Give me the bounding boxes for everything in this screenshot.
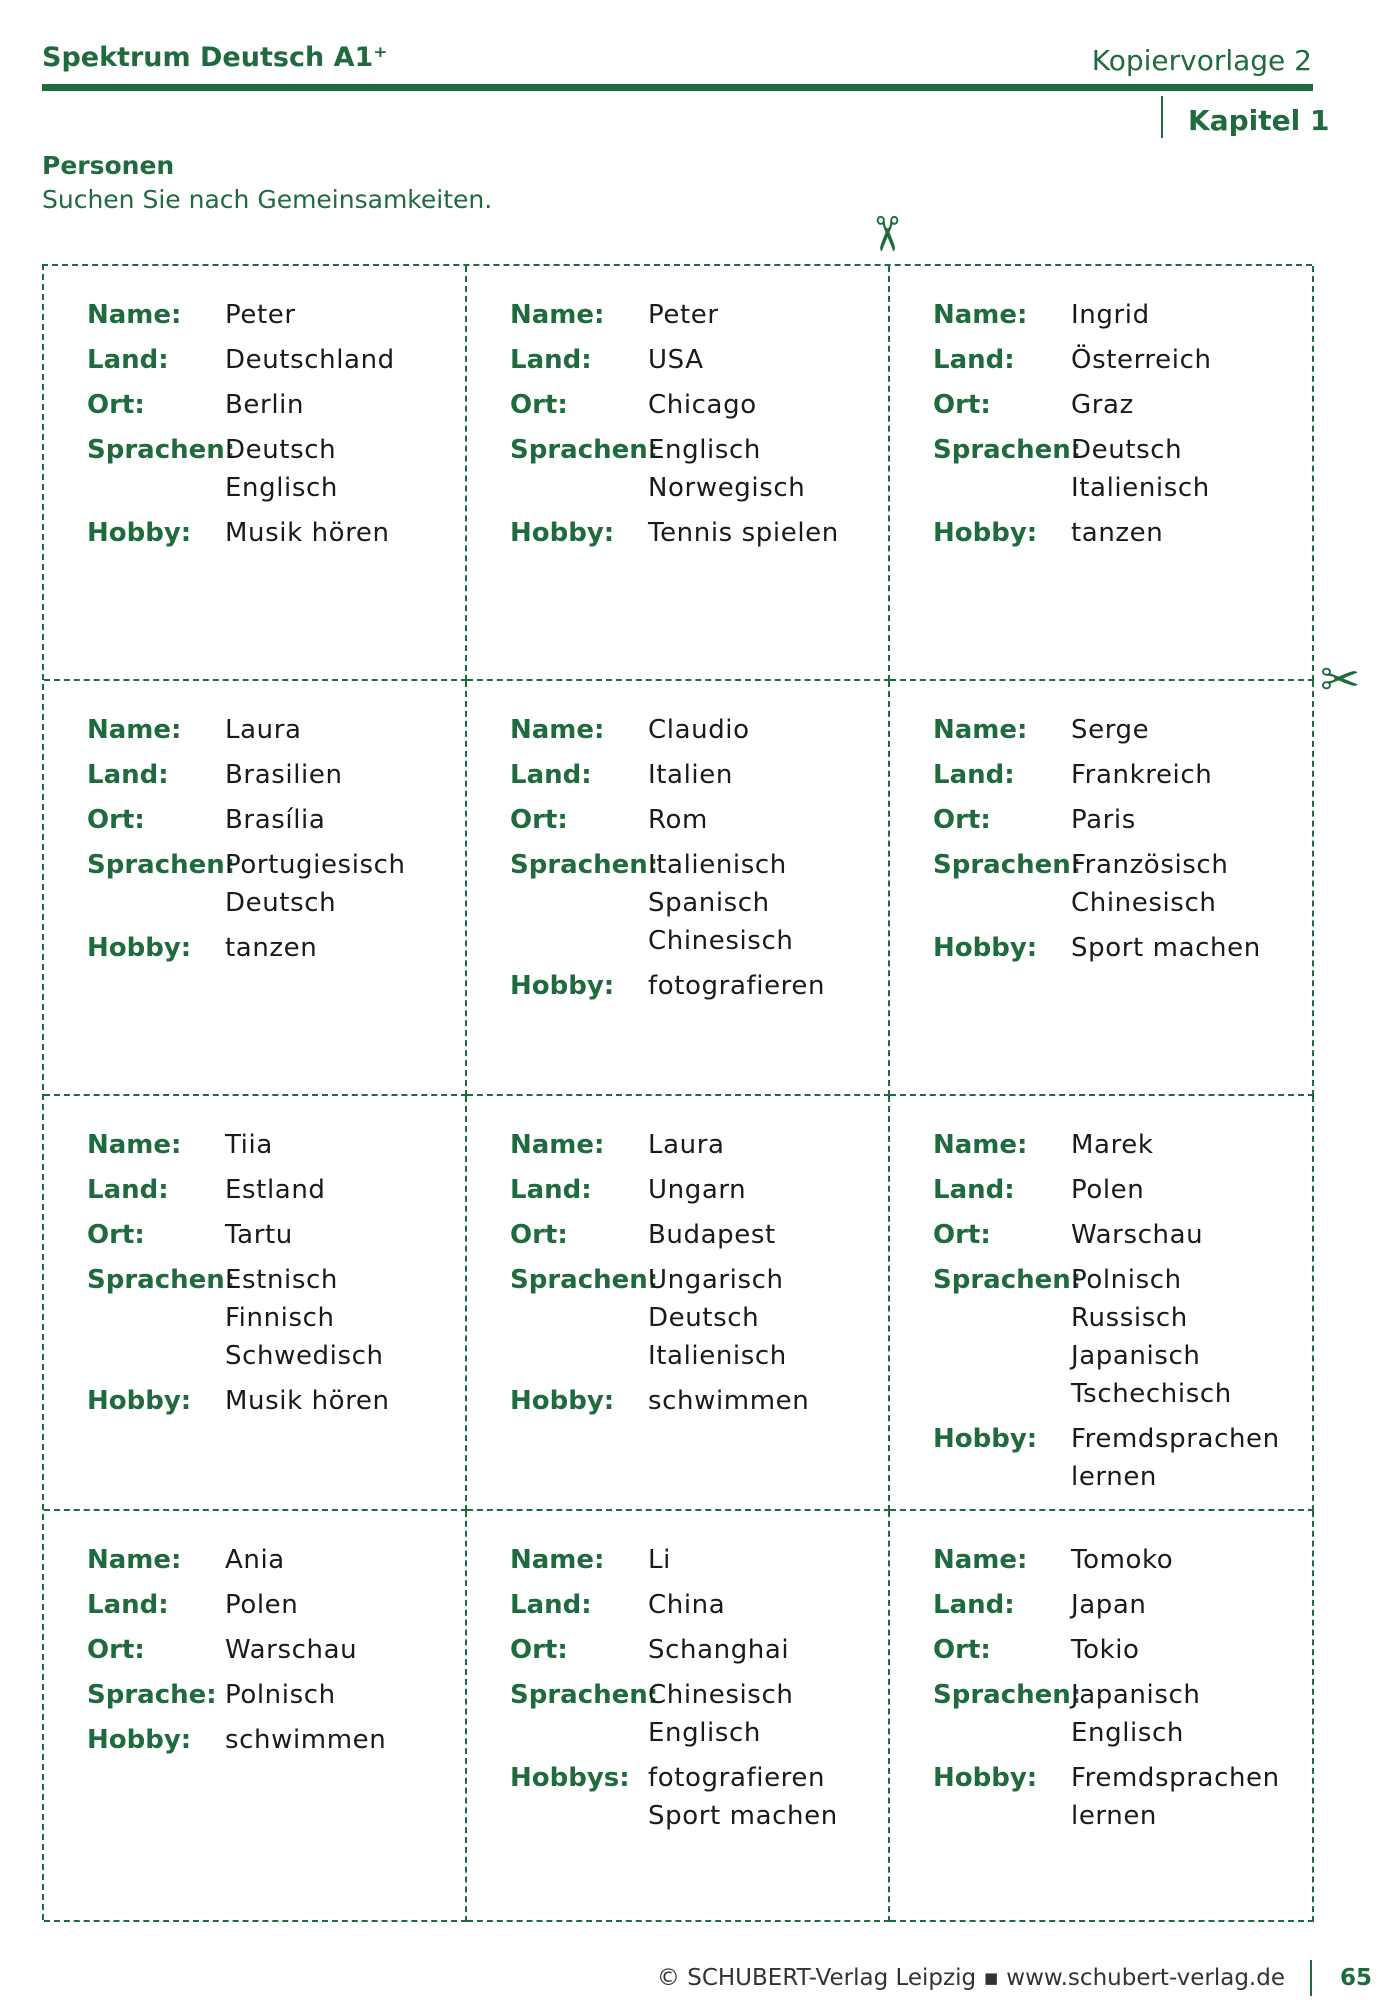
field-value-line: Deutschland [225,345,395,375]
field-value-line: lernen [1071,1462,1158,1492]
field-value-line: Laura [648,1130,725,1160]
field-label: Ort: [510,805,568,835]
field-value-line: Estnisch [225,1265,338,1295]
field-value [1071,296,1150,334]
field-value-line: Norwegisch [648,473,806,503]
person-card [890,1096,1314,1511]
field-label: Name: [510,715,605,745]
field-label: Hobby: [510,971,615,1001]
field-label: Sprachen: [87,850,236,880]
person-card [467,681,890,1096]
field-value [648,1126,725,1164]
field-value-line: Tennis spielen [648,518,839,548]
field-label: Land: [933,345,1015,375]
field-value [1071,1541,1173,1579]
field-label: Hobby: [87,1725,192,1755]
field-label: Name: [933,1545,1028,1575]
field-label: Name: [510,1545,605,1575]
card-field-row [87,711,465,749]
field-value [648,1382,809,1420]
field-label: Ort: [87,1635,145,1665]
card-field-row [933,929,1312,967]
field-value-line: fotografieren [648,1763,826,1793]
field-value [225,1676,336,1714]
field-label: Sprachen: [933,435,1082,465]
field-label: Name: [510,1130,605,1160]
field-value-line: Japan [1071,1590,1147,1620]
field-label: Hobby: [933,518,1038,548]
field-value-line: Ungarisch [648,1265,784,1295]
card-field-row [510,1382,888,1420]
card-field-row [510,1541,888,1579]
field-label: Sprachen: [87,435,236,465]
card-field-row [87,341,465,379]
task-title: Personen [42,151,175,180]
card-field-row [87,1586,465,1624]
field-value-line: Brasilien [225,760,343,790]
field-value-line: Musik hören [225,1386,390,1416]
field-label: Land: [510,1175,592,1205]
field-value [1071,1420,1280,1496]
field-value-line: Japanisch [1071,1341,1201,1371]
field-label: Name: [87,1545,182,1575]
field-value [225,1541,285,1579]
chapter-label: Kapitel 1 [1188,104,1330,137]
field-value [1071,1261,1232,1413]
field-value [225,756,343,794]
field-value [648,341,704,379]
field-value-line: schwimmen [648,1386,810,1416]
card-field-row [510,967,888,1005]
field-value [1071,801,1136,839]
field-label: Sprachen: [933,1680,1082,1710]
field-value-line: Englisch [1071,1718,1184,1748]
field-value-line: Deutsch [648,1303,760,1333]
card-field-row [87,296,465,334]
field-value-line: Li [648,1545,671,1575]
field-value [1071,1759,1280,1835]
field-label: Hobby: [87,518,192,548]
card-field-row [933,846,1312,922]
card-field-row [87,1216,465,1254]
field-value [648,1631,789,1669]
person-card [890,266,1314,681]
scissors-icon: ✂ [858,213,915,255]
field-label: Sprachen: [510,1680,659,1710]
card-field-row [933,756,1312,794]
field-value [225,1261,384,1375]
field-value-line: tanzen [225,933,318,963]
field-value [225,386,304,424]
field-value [648,514,839,552]
card-field-row [933,341,1312,379]
field-value [1071,386,1134,424]
field-label: Ort: [510,1220,568,1250]
field-value-line: Deutsch [225,435,337,465]
field-value [1071,1631,1140,1669]
field-value [225,1586,298,1624]
field-value [225,1631,357,1669]
field-value-line: Chinesisch [1071,888,1217,918]
card-field-row [933,296,1312,334]
page-number: 65 [1340,1965,1373,1991]
field-value-line: Deutsch [225,888,337,918]
field-value-line: Russisch [1071,1303,1188,1333]
worksheet-label: Kopiervorlage 2 [1091,44,1312,77]
field-value-line: Englisch [648,1718,761,1748]
card-field-row [933,1631,1312,1669]
field-label: Ort: [87,390,145,420]
field-value-line: tanzen [1071,518,1164,548]
field-label: Ort: [510,390,568,420]
field-label: Sprachen: [510,1265,659,1295]
field-label: Name: [933,300,1028,330]
field-label: Hobby: [87,933,192,963]
field-value-line: Rom [648,805,708,835]
footer-divider [1310,1960,1312,1996]
field-value-line: Chinesisch [648,1680,794,1710]
card-field-row [933,711,1312,749]
card-field-row [933,1261,1312,1413]
field-label: Ort: [933,390,991,420]
card-field-row [87,1171,465,1209]
card-field-row [510,1171,888,1209]
card-field-row [87,1631,465,1669]
field-value [648,1216,776,1254]
card-field-row [933,1171,1312,1209]
field-label: Sprache: [87,1680,217,1710]
field-value [225,846,406,922]
field-value-line: fotografieren [648,971,826,1001]
card-field-row [933,431,1312,507]
field-value-line: Estland [225,1175,326,1205]
field-label: Sprachen: [510,435,659,465]
field-value [225,431,338,507]
field-value [1071,1126,1154,1164]
card-field-row [87,929,465,967]
field-label: Land: [510,1590,592,1620]
card-field-row [87,1721,465,1759]
card-field-row [87,756,465,794]
card-field-row [87,514,465,552]
chapter-divider [1161,96,1163,138]
person-card [44,266,467,681]
field-value-line: USA [648,345,704,375]
field-label: Hobby: [933,1424,1038,1454]
field-value-line: Peter [648,300,719,330]
person-card [890,681,1314,1096]
field-value [1071,431,1210,507]
field-value-line: Deutsch [1071,435,1183,465]
field-value-line: Schanghai [648,1635,790,1665]
field-value [1071,756,1212,794]
field-value-line: Chinesisch [648,926,794,956]
field-value-line: Tartu [225,1220,293,1250]
field-label: Ort: [510,1635,568,1665]
card-field-row [933,514,1312,552]
card-field-row [510,1261,888,1375]
person-card [467,1511,890,1922]
card-field-row [933,801,1312,839]
field-label: Name: [87,715,182,745]
field-value [225,711,302,749]
field-value [225,1216,293,1254]
field-value [225,296,296,334]
field-value [648,801,708,839]
field-label: Ort: [933,805,991,835]
field-value-line: Italienisch [648,1341,787,1371]
field-value-line: Fremdsprachen [1071,1763,1280,1793]
field-label: Hobby: [510,518,615,548]
field-label: Hobby: [87,1386,192,1416]
field-value-line: Schwedisch [225,1341,384,1371]
field-value-line: Musik hören [225,518,390,548]
field-value-line: Ania [225,1545,285,1575]
card-field-row [933,1126,1312,1164]
field-value-line: Brasília [225,805,326,835]
field-value [648,1171,746,1209]
person-card [44,1511,467,1922]
field-label: Name: [510,300,605,330]
field-label: Sprachen: [87,1265,236,1295]
field-value-line: Frankreich [1071,760,1213,790]
field-label: Land: [87,345,169,375]
field-value [225,1126,273,1164]
card-field-row [510,1126,888,1164]
field-label: Hobbys: [510,1763,630,1793]
card-field-row [87,846,465,922]
field-label: Land: [933,760,1015,790]
field-label: Sprachen: [510,850,659,880]
field-value-line: Italienisch [648,850,787,880]
field-value-line: Marek [1071,1130,1154,1160]
task-instruction: Suchen Sie nach Gemeinsamkeiten. [42,185,493,214]
card-field-row [510,1759,888,1835]
field-value [225,1721,386,1759]
scissors-icon: ✂ [1320,652,1361,708]
field-value-line: Sport machen [1071,933,1261,963]
field-label: Land: [87,1590,169,1620]
field-value-line: Serge [1071,715,1150,745]
header-rule [42,84,1313,91]
field-value [648,711,750,749]
card-field-row [87,1541,465,1579]
field-value-line: Graz [1071,390,1134,420]
field-value-line: Warschau [225,1635,358,1665]
card-field-row [510,296,888,334]
field-label: Name: [933,715,1028,745]
field-label: Ort: [933,1635,991,1665]
field-value-line: Tiia [225,1130,273,1160]
field-value [225,1382,390,1420]
field-value-line: Französisch [1071,850,1229,880]
card-field-row [87,1382,465,1420]
field-value [1071,846,1228,922]
field-label: Land: [933,1175,1015,1205]
field-value-line: Claudio [648,715,750,745]
field-value-line: Budapest [648,1220,776,1250]
field-label: Land: [87,1175,169,1205]
card-field-row [87,1261,465,1375]
field-value [1071,1171,1144,1209]
field-value-line: Japanisch [1071,1680,1201,1710]
field-value-line: China [648,1590,726,1620]
field-value [648,846,793,960]
card-field-row [933,386,1312,424]
field-value [648,386,757,424]
field-label: Land: [510,345,592,375]
field-value-line: Warschau [1071,1220,1204,1250]
field-value [1071,514,1163,552]
field-value [1071,1676,1200,1752]
field-value-line: Österreich [1071,345,1212,375]
field-value-line: Finnisch [225,1303,335,1333]
field-value [225,801,325,839]
person-card-grid [42,264,1312,1920]
field-label: Name: [933,1130,1028,1160]
person-card [44,1096,467,1511]
field-value [1071,1216,1203,1254]
card-field-row [87,1126,465,1164]
field-label: Hobby: [933,933,1038,963]
card-field-row [510,756,888,794]
field-value [225,1171,326,1209]
field-value [225,929,317,967]
field-label: Ort: [87,805,145,835]
field-value-line: Chicago [648,390,757,420]
field-label: Name: [87,1130,182,1160]
field-value-line: Fremdsprachen [1071,1424,1280,1454]
card-field-row [510,711,888,749]
field-value [648,1759,838,1835]
field-label: Land: [87,760,169,790]
field-label: Land: [510,760,592,790]
card-field-row [933,1676,1312,1752]
card-field-row [87,801,465,839]
field-label: Ort: [933,1220,991,1250]
field-value [648,1541,671,1579]
field-value-line: schwimmen [225,1725,387,1755]
field-value [1071,929,1261,967]
publication-title: Spektrum Deutsch A1⁺ [42,42,388,73]
card-field-row [87,431,465,507]
card-field-row [510,514,888,552]
field-value-line: Englisch [225,473,338,503]
field-value-line: Englisch [648,435,761,465]
field-value-line: Tomoko [1071,1545,1174,1575]
person-card [44,681,467,1096]
field-value-line: Italienisch [1071,473,1210,503]
field-label: Hobby: [510,1386,615,1416]
field-value [1071,341,1212,379]
field-value-line: Polnisch [225,1680,336,1710]
person-card [890,1511,1314,1922]
field-value [648,296,719,334]
field-value [225,341,395,379]
field-value-line: Spanisch [648,888,770,918]
field-label: Ort: [87,1220,145,1250]
field-value-line: Ingrid [1071,300,1150,330]
field-value-line: Italien [648,760,733,790]
field-value [648,1676,793,1752]
card-field-row [933,1216,1312,1254]
field-value-line: Paris [1071,805,1136,835]
field-value-line: Polnisch [1071,1265,1182,1295]
field-value-line: Polen [225,1590,299,1620]
card-field-row [933,1541,1312,1579]
field-value-line: Polen [1071,1175,1145,1205]
field-label: Sprachen: [933,850,1082,880]
card-field-row [510,1216,888,1254]
card-field-row [510,431,888,507]
card-field-row [510,846,888,960]
field-value [648,1586,725,1624]
field-label: Sprachen: [933,1265,1082,1295]
card-field-row [510,801,888,839]
field-label: Hobby: [933,1763,1038,1793]
field-value-line: Tokio [1071,1635,1140,1665]
field-value [648,431,805,507]
card-field-row [510,1586,888,1624]
field-value [1071,711,1149,749]
field-value [1071,1586,1147,1624]
field-value-line: Tschechisch [1071,1379,1232,1409]
field-value-line: Ungarn [648,1175,747,1205]
field-value-line: lernen [1071,1801,1158,1831]
field-value-line: Sport machen [648,1801,838,1831]
card-field-row [510,1631,888,1669]
footer-copyright: © SCHUBERT-Verlag Leipzig ▪ www.schubert-verlag.de [656,1965,1285,1991]
field-value [648,756,733,794]
field-value [648,1261,787,1375]
card-field-row [933,1420,1312,1496]
field-label: Name: [87,300,182,330]
card-field-row [933,1759,1312,1835]
person-card [467,266,890,681]
field-value-line: Peter [225,300,296,330]
field-value [648,967,825,1005]
card-field-row [87,386,465,424]
field-label: Land: [933,1590,1015,1620]
field-value-line: Portugiesisch [225,850,406,880]
field-value-line: Laura [225,715,302,745]
field-value-line: Berlin [225,390,305,420]
card-field-row [510,386,888,424]
card-field-row [933,1586,1312,1624]
card-field-row [510,341,888,379]
person-card [467,1096,890,1511]
card-field-row [87,1676,465,1714]
field-value [225,514,390,552]
card-field-row [510,1676,888,1752]
